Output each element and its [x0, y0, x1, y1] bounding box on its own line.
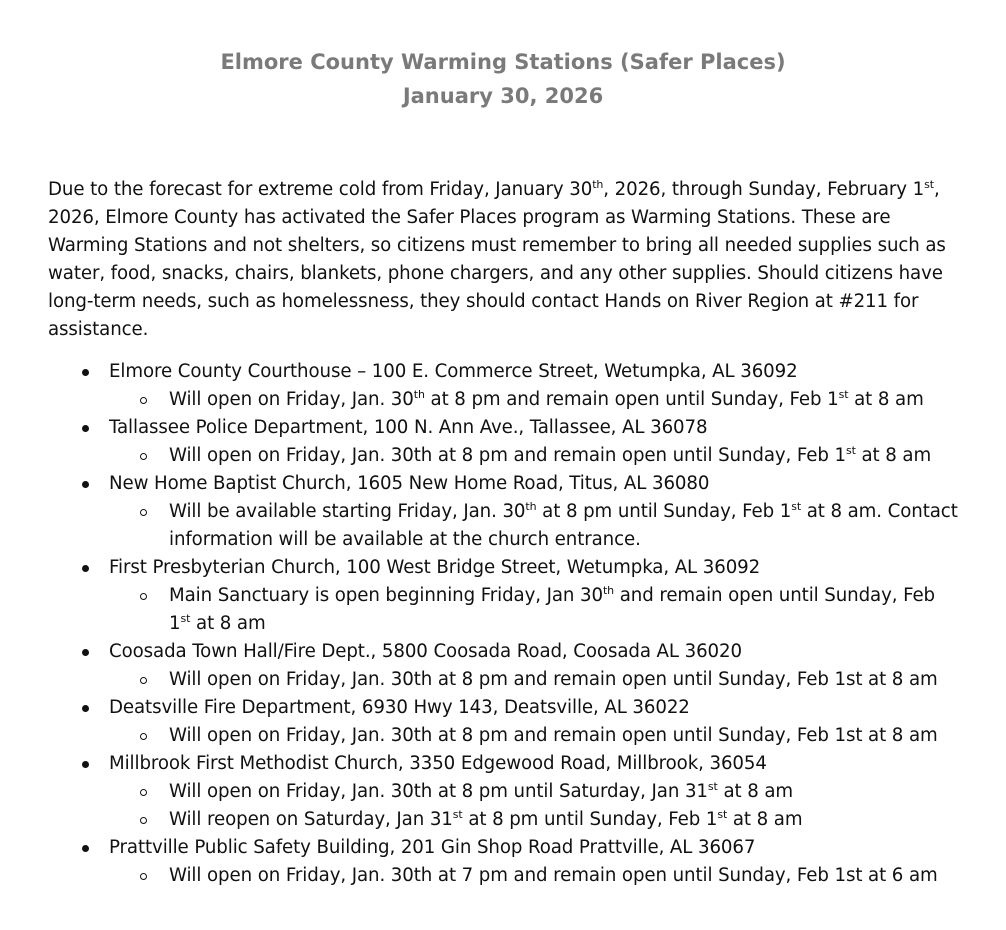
list-item: [0, 554, 1006, 582]
list-item: [0, 358, 1006, 386]
list-item: [0, 414, 1006, 442]
station-detail: Will open on Friday, Jan. 30th at 7 pm and remain open until Sunday, Feb 1st at 6 am: [169, 865, 938, 886]
intro-line: Due to the forecast for extreme cold from Friday, January 30th, 2026, through Sunday, February 1st,: [48, 178, 940, 200]
list-subitem: [0, 806, 1006, 834]
station-name: New Home Baptist Church, 1605 New Home Road, Titus, AL 36080: [109, 473, 710, 494]
station-detail: 1st at 8 am: [169, 612, 266, 634]
station-detail: information will be available at the church entrance.: [169, 529, 641, 550]
station-name: Elmore County Courthouse – 100 E. Commerce Street, Wetumpka, AL 36092: [109, 361, 798, 382]
intro-line: Warming Stations and not shelters, so citizens must remember to bring all needed supplies such as: [48, 235, 946, 256]
station-detail: Main Sanctuary is open beginning Friday, Jan 30th and remain open until Sunday, Feb: [169, 584, 935, 606]
list-subitem: [0, 666, 1006, 694]
document-title: Elmore County Warming Stations (Safer Places): [220, 50, 786, 74]
list-item: [0, 638, 1006, 666]
station-name: Millbrook First Methodist Church, 3350 Edgewood Road, Millbrook, 36054: [109, 753, 767, 774]
station-detail: Will reopen on Saturday, Jan 31st at 8 pm until Sunday, Feb 1st at 8 am: [169, 808, 803, 830]
list-subitem: [0, 722, 1006, 750]
intro-line: assistance.: [48, 319, 149, 340]
station-detail: Will open on Friday, Jan. 30th at 8 pm and remain open until Sunday, Feb 1st at 8 am: [169, 669, 938, 690]
station-detail: Will open on Friday, Jan. 30th at 8 pm and remain open until Sunday, Feb 1st at 8 am: [169, 725, 938, 746]
intro-paragraph: [48, 176, 968, 344]
intro-line: water, food, snacks, chairs, blankets, phone chargers, and any other supplies. Should citizens have: [48, 263, 943, 284]
intro-line: 2026, Elmore County has activated the Safer Places program as Warming Stations. These are: [48, 207, 891, 228]
list-subitem: [0, 862, 1006, 890]
station-name: Prattville Public Safety Building, 201 Gin Shop Road Prattville, AL 36067: [109, 837, 756, 858]
list-subitem: [0, 442, 1006, 470]
list-subitem: [0, 582, 1006, 610]
station-detail: Will open on Friday, Jan. 30th at 8 pm and remain open until Sunday, Feb 1st at 8 am: [169, 444, 932, 466]
list-item: [0, 834, 1006, 862]
list-subitem-continuation: [0, 610, 1006, 638]
station-name: Deatsville Fire Department, 6930 Hwy 143, Deatsville, AL 36022: [109, 697, 690, 718]
document-date: January 30, 2026: [402, 84, 604, 108]
list-subitem-continuation: [0, 526, 1006, 554]
station-list: [0, 358, 1006, 890]
list-subitem: [0, 386, 1006, 414]
station-name: Tallassee Police Department, 100 N. Ann Ave., Tallassee, AL 36078: [109, 417, 708, 438]
list-subitem: [0, 498, 1006, 526]
list-item: [0, 470, 1006, 498]
station-detail: Will be available starting Friday, Jan. 30th at 8 pm until Sunday, Feb 1st at 8 am. Contact: [169, 500, 958, 522]
list-item: [0, 750, 1006, 778]
list-item: [0, 694, 1006, 722]
list-subitem: [0, 778, 1006, 806]
intro-line: long-term needs, such as homelessness, they should contact Hands on River Region at #211 for: [48, 291, 919, 312]
station-name: First Presbyterian Church, 100 West Bridge Street, Wetumpka, AL 36092: [109, 557, 761, 578]
station-detail: Will open on Friday, Jan. 30th at 8 pm and remain open until Sunday, Feb 1st at 8 am: [169, 388, 924, 410]
station-detail: Will open on Friday, Jan. 30th at 8 pm until Saturday, Jan 31st at 8 am: [169, 780, 794, 802]
station-name: Coosada Town Hall/Fire Dept., 5800 Coosada Road, Coosada AL 36020: [109, 641, 742, 662]
